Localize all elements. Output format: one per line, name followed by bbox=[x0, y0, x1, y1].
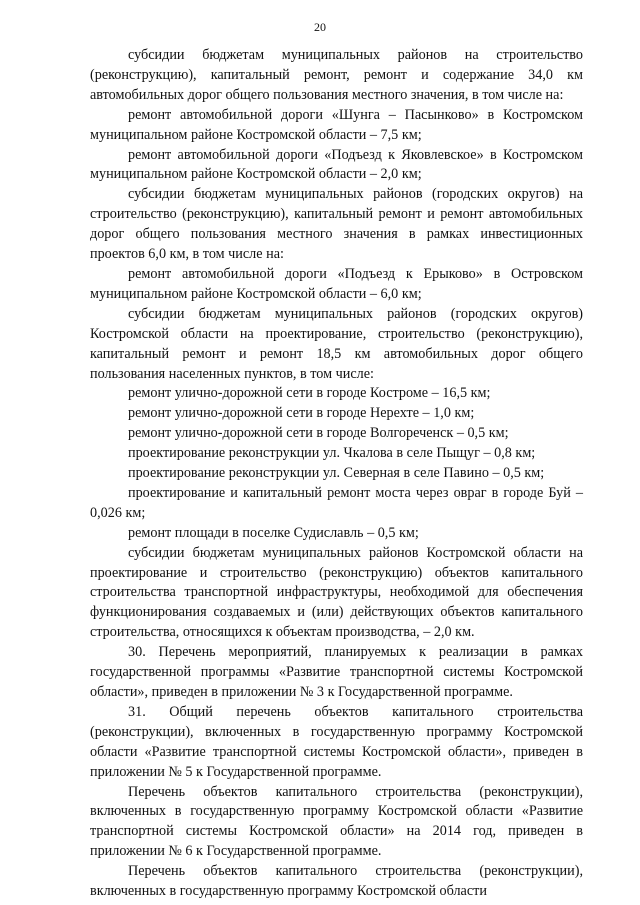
document-body bbox=[90, 46, 583, 902]
list-item-buy-bridge: проектирование и капитальный ремонт моста через овраг в городе Буй – 0,026 км; bbox=[90, 484, 583, 521]
paragraph-subsidies-infrastructure: субсидии бюджетам муниципальных районов Костромской области на проектирование и строительство (реконструкцию) объектов капитального строительства транспортной инфраструктуры, необходимой для обеспечения функционирования создаваемых и (или) действующих объектов капитального строительства, относящихся к объектам производства, – 2,0 км. bbox=[90, 544, 583, 641]
paragraph-list-2014: Перечень объектов капитального строительства (реконструкции), включенных в государственную программу Костромской области «Развитие транспортной системы Костромской области» на 2014 год, приведен в приложении № 6 к Государственной программе. bbox=[90, 783, 583, 860]
paragraph-list-continued: Перечень объектов капитального строительства (реконструкции), включенных в государственную программу Костромской области bbox=[90, 863, 583, 900]
paragraph-section-30: 30. Перечень мероприятий, планируемых к реализации в рамках государственной программы «Развитие транспортной системы Костромской области», приведен в приложении № 3 к Государственной программе. bbox=[90, 644, 583, 700]
list-item-pyshchug: проектирование реконструкции ул. Чкалова в селе Пыщуг – 0,8 км; bbox=[128, 445, 536, 462]
paragraph-subsidies-investment: субсидии бюджетам муниципальных районов (городских округов) на строительство (реконструкцию), капитальный ремонт и ремонт автомобильных дорог общего пользования местного значения в рамках инвестиционных проектов 6,0 км, в том числе на: bbox=[90, 186, 583, 263]
list-item-sudislavl: ремонт площади в поселке Судиславль – 0,5 км; bbox=[128, 524, 419, 541]
paragraph-subsidies-roads: субсидии бюджетам муниципальных районов на строительство (реконструкцию), капитальный ремонт, ремонт и содержание 34,0 км автомобильных дорог общего пользования местного значения, в том числе на: bbox=[90, 47, 583, 103]
paragraph-section-31: 31. Общий перечень объектов капитального строительства (реконструкции), включенных в государственную программу Костромской области «Развитие транспортной системы Костромской области», приведен в приложении № 5 к Государственной программе. bbox=[90, 703, 583, 780]
paragraph-subsidies-settlements: субсидии бюджетам муниципальных районов (городских округов) Костромской области на проектирование, строительство (реконструкцию), капитальный ремонт и ремонт 18,5 км автомобильных дорог общего пользования населенных пунктов, в том числе: bbox=[90, 305, 583, 382]
list-item-volgorechensk: ремонт улично-дорожной сети в городе Волгореченск – 0,5 км; bbox=[128, 425, 509, 442]
list-item-road-shunga: ремонт автомобильной дороги «Шунга – Пасынково» в Костромском муниципальном районе Костромской области – 7,5 км; bbox=[90, 106, 583, 143]
list-item-road-yakovlevskoe: ремонт автомобильной дороги «Подъезд к Яковлевское» в Костромском муниципальном районе Костромской области – 2,0 км; bbox=[90, 146, 583, 183]
list-item-road-erykovo: ремонт автомобильной дороги «Подъезд к Ерыково» в Островском муниципальном районе Костромской области – 6,0 км; bbox=[90, 265, 583, 302]
list-item-nerekhta: ремонт улично-дорожной сети в городе Нерехте – 1,0 км; bbox=[128, 405, 475, 422]
list-item-kostroma: ремонт улично-дорожной сети в городе Костроме – 16,5 км; bbox=[128, 385, 491, 402]
page-number: 20 bbox=[314, 20, 326, 34]
list-item-pavino: проектирование реконструкции ул. Северная в селе Павино – 0,5 км; bbox=[128, 465, 545, 482]
